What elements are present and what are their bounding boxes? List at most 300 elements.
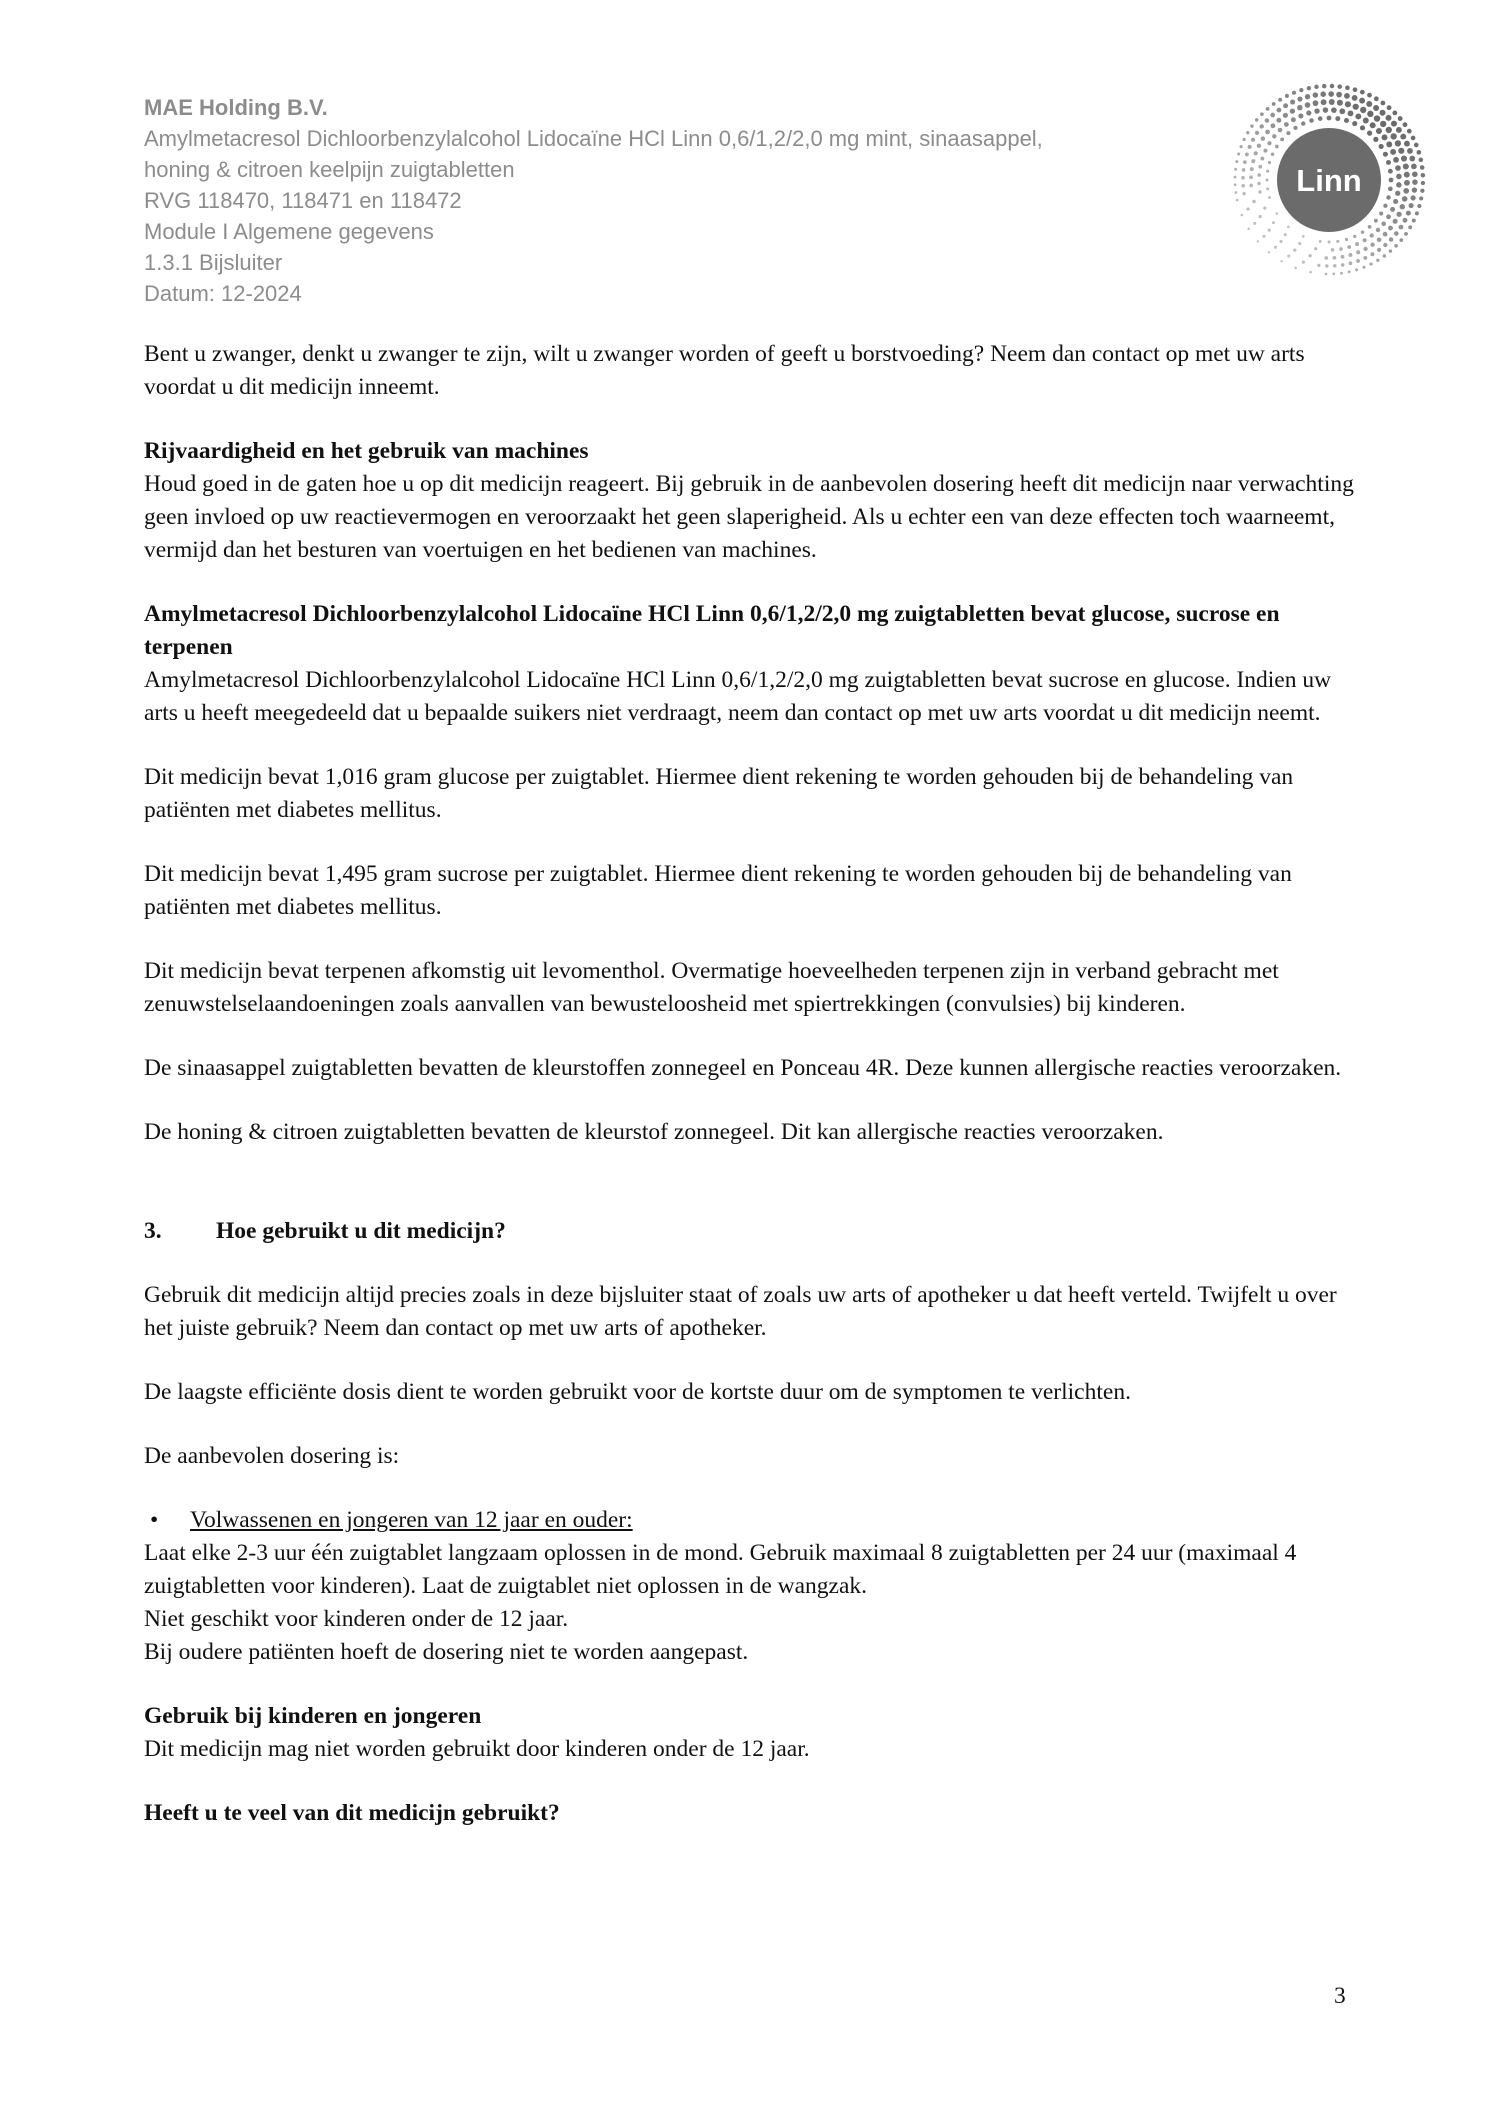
logo-text: Linn: [1296, 163, 1362, 198]
logo-dot: [1313, 100, 1319, 106]
logo-dot: [1251, 159, 1255, 163]
logo-dot: [1412, 219, 1416, 223]
logo-dot: [1383, 254, 1386, 257]
logo-dot: [1399, 225, 1404, 230]
logo-dot: [1369, 262, 1372, 265]
logo-dot: [1373, 137, 1378, 142]
logo-dot: [1268, 229, 1271, 232]
section-number: 3.: [144, 1218, 162, 1244]
logo-dot: [1241, 176, 1245, 180]
logo-dot: [1307, 86, 1311, 90]
logo-dot: [1263, 149, 1267, 153]
logo-dot: [1313, 92, 1318, 97]
logo-dot: [1328, 241, 1331, 244]
logo-dot: [1376, 128, 1382, 134]
logo-dot: [1396, 182, 1401, 187]
logo-dot: [1302, 261, 1305, 264]
logo-dot: [1383, 232, 1388, 237]
logo-dot: [1322, 84, 1326, 88]
logo-dot: [1268, 251, 1270, 253]
usage-intro-paragraph: Gebruik dit medicijn altijd precies zoals in deze bijsluiter staat of zoals uw arts of apotheker u dat heeft verteld. Twijfelt u over het juiste gebruik? Neem dan contact op met uw arts of apotheker.: [144, 1282, 1337, 1341]
logo-dot: [1337, 84, 1342, 89]
logo-dot: [1415, 211, 1419, 215]
logo-dot: [1317, 264, 1320, 267]
logo-dot: [1270, 123, 1275, 128]
document-date: Datum: 12-2024: [144, 281, 302, 306]
logo-dot: [1414, 143, 1419, 148]
logo-dot: [1268, 161, 1271, 164]
logo-dot: [1320, 91, 1326, 97]
logo-dot: [1386, 141, 1392, 147]
logo-dot: [1381, 221, 1386, 226]
adult-dosing-block: [144, 1504, 1354, 1669]
logo-dot: [1404, 180, 1410, 186]
logo-dot: [1353, 235, 1356, 238]
logo-dot: [1287, 226, 1290, 229]
section-3-heading: [144, 1215, 1354, 1248]
overdose-heading: Heeft u te veel van dit medicijn gebruikt?: [144, 1800, 560, 1826]
logo-dot: [1403, 163, 1409, 169]
logo-dot: [1280, 137, 1284, 141]
logo-dot: [1306, 110, 1311, 115]
logo-dot: [1393, 157, 1399, 163]
logo-dot: [1398, 148, 1404, 154]
logo-dot: [1390, 207, 1395, 212]
logo-dot: [1257, 182, 1260, 185]
logo-dot: [1356, 250, 1360, 254]
logo-dot: [1254, 151, 1258, 155]
logo-dot: [1272, 102, 1276, 106]
logo-dot: [1309, 118, 1314, 123]
logo-dot: [1294, 267, 1297, 270]
logo-dot: [1355, 113, 1361, 119]
logo-dot: [1391, 133, 1397, 139]
logo-dot: [1420, 165, 1425, 170]
logo-dot: [1250, 124, 1253, 127]
logo-dot: [1236, 199, 1239, 202]
logo-dot: [1388, 226, 1393, 231]
logo-dot: [1383, 204, 1387, 208]
logo-dot: [1266, 170, 1269, 173]
logo-dot: [1249, 175, 1253, 179]
dosing-label: De aanbevolen dosering is:: [144, 1443, 400, 1469]
logo-dot: [1407, 129, 1412, 134]
logo-dot: [1386, 115, 1392, 121]
logo-dot: [1391, 121, 1397, 127]
logo-dot: [1347, 245, 1351, 249]
logo-dot: [1374, 96, 1379, 101]
logo-dot: [1272, 221, 1275, 224]
logo-dot: [1249, 184, 1253, 188]
logo-dot: [1348, 270, 1351, 273]
logo-dot: [1406, 211, 1411, 216]
logo-dot: [1394, 244, 1398, 248]
logo-dot: [1242, 168, 1246, 172]
logo-dot: [1235, 160, 1238, 163]
logo-dot: [1412, 187, 1417, 192]
logo-dot: [1340, 272, 1343, 275]
logo-dot: [1314, 108, 1319, 113]
logo-dot: [1257, 240, 1259, 242]
logo-dot: [1410, 195, 1415, 200]
logo-dot: [1388, 187, 1393, 192]
logo-dot: [1360, 107, 1366, 113]
logo-dot: [1333, 264, 1336, 267]
logo-dot: [1327, 116, 1332, 121]
logo-dot: [1401, 155, 1407, 161]
logo-dot: [1360, 125, 1365, 130]
logo-dot: [1277, 108, 1282, 113]
logo-dot: [1258, 190, 1261, 193]
logo-dot: [1376, 259, 1379, 262]
logo-dot: [1240, 145, 1243, 148]
pregnancy-paragraph: Bent u zwanger, denkt u zwanger te zijn, wilt u zwanger worden of geeft u borstvoeding? Neem dan contact op met uw arts voordat u dit medicijn inneemt.: [144, 341, 1305, 400]
logo-dot: [1412, 179, 1418, 185]
leaflet-content: [144, 338, 1354, 1830]
logo-dot: [1255, 131, 1259, 135]
logo-dot: [1395, 191, 1400, 196]
logo-dot: [1275, 145, 1279, 149]
logo-dot: [1380, 110, 1386, 116]
logo-dot: [1293, 248, 1296, 251]
logo-dot: [1321, 99, 1327, 105]
logo-dot: [1250, 167, 1254, 171]
logo-dot: [1400, 134, 1406, 140]
logo-dot: [1258, 165, 1262, 169]
logo-dot: [1363, 256, 1367, 260]
logo-dot: [1392, 111, 1397, 116]
logo-dot: [1382, 134, 1388, 140]
driving-paragraph: Houd goed in de gaten hoe u op dit medicijn reageert. Bij gebruik in de aanbevolen dosering heeft dit medicijn naar verwachting geen invloed op uw reactievermogen en veroorzaakt het geen slaperigheid. Als u echter een van deze effecten toch waarneemt, vermijd dan het besturen van voertuigen en het bedienen van machines.: [144, 471, 1354, 563]
lowest-dose-paragraph: De laagste efficiënte dosis dient te worden gebruikt voor de kortste duur om de symptomen te verlichten.: [144, 1379, 1131, 1405]
logo-dot: [1260, 112, 1264, 116]
logo-dot: [1352, 95, 1358, 101]
logo-dot: [1379, 144, 1384, 149]
logo-dot: [1373, 105, 1379, 111]
logo-dot: [1283, 103, 1288, 108]
logo-dot: [1248, 145, 1252, 149]
logo-dot: [1297, 96, 1302, 101]
logo-dot: [1419, 158, 1424, 163]
logo-dot: [1370, 122, 1376, 128]
logo-dot: [1344, 93, 1350, 99]
logo-dot: [1345, 101, 1351, 107]
logo-dot: [1257, 173, 1261, 177]
logo-dot: [1402, 196, 1408, 202]
logo-dot: [1286, 131, 1290, 135]
product-name-line1: Amylmetacresol Dichloorbenzylalcohol Lidocaïne HCl Linn 0,6/1,2/2,0 mg mint, sinaasappel,: [144, 126, 1043, 151]
logo-dot: [1411, 163, 1417, 169]
logo-dot: [1353, 87, 1358, 92]
logo-dot: [1336, 240, 1339, 243]
logo-dot: [1329, 99, 1335, 105]
logo-dot: [1265, 130, 1270, 135]
logo-dot: [1359, 98, 1365, 104]
logo-dot: [1411, 136, 1416, 141]
logo-dot: [1403, 218, 1408, 223]
logo-dot: [1245, 152, 1249, 156]
logo-dot: [1262, 235, 1265, 238]
logo-dot: [1279, 240, 1282, 243]
logo-dot: [1367, 93, 1372, 98]
logo-dot: [1345, 238, 1348, 241]
logo-dot: [1276, 118, 1281, 123]
logo-dot: [1297, 105, 1303, 111]
logo-dot: [1257, 144, 1261, 148]
logo-dot: [1331, 248, 1334, 251]
logo-dot: [1409, 156, 1415, 162]
logo-dot: [1267, 141, 1271, 145]
contents-paragraph: Amylmetacresol Dichloorbenzylalcohol Lidocaïne HCl Linn 0,6/1,2/2,0 mg zuigtabletten bevat sucrose en glucose. Indien uw arts u heeft meegedeeld dat u bepaalde suikers niet verdraagt, neem dan contact op met uw arts voordat u dit medicijn neemt.: [144, 667, 1332, 726]
logo-dot: [1377, 248, 1381, 252]
logo-dot: [1409, 203, 1414, 208]
logo-dot: [1339, 108, 1345, 114]
logo-dot: [1396, 127, 1402, 133]
logo-dot: [1355, 242, 1359, 246]
logo-dot: [1395, 140, 1401, 146]
logo-dot: [1393, 219, 1398, 224]
logo-dot: [1308, 254, 1311, 257]
logo-dot: [1404, 141, 1410, 147]
adults-dosing-text: Laat elke 2-3 uur één zuigtablet langzaam oplossen in de mond. Gebruik maximaal 8 zuigtabletten per 24 uur (maximaal 4 zuigtabletten voor kinderen). Laat de zuigtablet niet oplossen in de wangzak.: [144, 1540, 1297, 1599]
logo-dot: [1393, 199, 1398, 204]
adults-label: Volwassenen en jongeren van 12 jaar en ouder:: [190, 1507, 633, 1533]
logo-dot: [1247, 228, 1249, 230]
contents-heading: Amylmetacresol Dichloorbenzylalcohol Lidocaïne HCl Linn 0,6/1,2/2,0 mg zuigtabletten bevat glucose, sucrose en terpenen: [144, 601, 1280, 660]
logo-dot: [1379, 211, 1383, 215]
logo-dot: [1309, 271, 1312, 274]
logo-dot: [1360, 90, 1365, 95]
logo-dot: [1348, 253, 1352, 257]
logo-dot: [1408, 225, 1412, 229]
logo-dot: [1252, 200, 1255, 203]
logo-dot: [1386, 195, 1390, 199]
logo-dot: [1333, 256, 1337, 260]
section-title: Hoe gebruikt u dit medicijn?: [216, 1218, 506, 1244]
logo-dot: [1370, 252, 1374, 256]
logo-dot: [1237, 152, 1240, 155]
logo-dot: [1398, 116, 1403, 121]
logo-dot: [1290, 100, 1295, 105]
page-number: 3: [1334, 1983, 1346, 2009]
section-label: 1.3.1 Bijsluiter: [144, 250, 283, 275]
logo-dot: [1291, 117, 1296, 122]
logo-dot: [1280, 260, 1282, 262]
logo-dot: [1323, 107, 1329, 113]
children-heading: Gebruik bij kinderen en jongeren: [144, 1703, 482, 1729]
logo-dot: [1234, 168, 1237, 171]
logo-dot: [1314, 85, 1318, 89]
logo-dot: [1380, 121, 1386, 127]
logo-dot: [1265, 118, 1270, 123]
logo-dot: [1324, 256, 1328, 260]
logo-dot: [1263, 207, 1266, 210]
logo-dot: [1278, 128, 1283, 133]
logo-dot: [1377, 237, 1382, 242]
logo-dot: [1284, 122, 1289, 127]
logo-dot: [1314, 247, 1317, 250]
logo-dot: [1363, 238, 1367, 242]
logo-dot: [1266, 107, 1270, 111]
logo-dot: [1356, 259, 1360, 263]
logo-dot: [1421, 173, 1425, 177]
logo-dot: [1318, 116, 1323, 121]
elderly-text: Bij oudere patiënten hoeft de dosering niet te worden aangepast.: [144, 1639, 749, 1665]
logo-dot: [1298, 242, 1301, 245]
document-header: [144, 92, 1204, 309]
logo-dot: [1325, 273, 1328, 276]
logo-dot: [1298, 113, 1303, 118]
children-paragraph: Dit medicijn mag niet worden gebruikt door kinderen onder de 12 jaar.: [144, 1736, 810, 1762]
logo-dot: [1383, 243, 1387, 247]
logo-dot: [1383, 152, 1388, 157]
logo-dot: [1341, 255, 1345, 259]
logo-dot: [1403, 188, 1409, 194]
logo-dot: [1404, 232, 1408, 236]
logo-dot: [1389, 178, 1394, 183]
logo-dot: [1400, 204, 1405, 209]
logo-dot: [1348, 110, 1354, 116]
logo-dot: [1240, 214, 1243, 217]
logo-dot: [1278, 98, 1282, 102]
logo-dot: [1325, 264, 1328, 267]
logo-dot: [1290, 108, 1295, 113]
not-suitable-text: Niet geschikt voor kinderen onder de 12 jaar.: [144, 1606, 569, 1632]
logo-dot: [1301, 121, 1305, 125]
logo-dot: [1337, 100, 1343, 106]
logo-dot: [1335, 116, 1340, 121]
company-name: MAE Holding B.V.: [144, 95, 328, 120]
logo-dot: [1332, 272, 1335, 275]
logo-dot: [1370, 242, 1374, 246]
linn-logo: [1227, 78, 1431, 282]
logo-dot: [1417, 150, 1422, 155]
logo-dot: [1270, 113, 1275, 118]
logo-dot: [1274, 246, 1277, 249]
logo-dot: [1276, 212, 1279, 215]
logo-dot: [1242, 192, 1245, 195]
logo-dot: [1283, 113, 1288, 118]
logo-dot: [1261, 136, 1266, 141]
honey-colorant-paragraph: De honing & citroen zuigtabletten bevatten de kleurstof zonnegeel. Dit kan allergische reacties veroorzaken.: [144, 1119, 1164, 1145]
logo-dot: [1331, 107, 1337, 113]
logo-dot: [1349, 261, 1353, 265]
logo-dot: [1243, 160, 1247, 164]
logo-dot: [1299, 88, 1303, 92]
logo-dot: [1419, 196, 1423, 200]
logo-dot: [1330, 84, 1335, 89]
logo-dot: [1293, 126, 1297, 130]
logo-dot: [1241, 184, 1244, 187]
logo-dot: [1407, 148, 1413, 154]
logo-dot: [1387, 105, 1392, 110]
logo-dot: [1421, 181, 1425, 185]
terpenes-paragraph: Dit medicijn bevat terpenen afkomstig uit levomenthol. Overmatige hoeveelheden terpenen zijn in verband gebracht met zenuwstelselaandoeningen zoals aanvallen van bewusteloosheid met spiertrekkingen (convulsies) bij kinderen.: [144, 958, 1279, 1017]
logo-dot: [1339, 247, 1343, 251]
logo-dot: [1403, 122, 1408, 127]
logo-dot: [1272, 134, 1276, 138]
logo-dot: [1336, 92, 1342, 98]
sucrose-paragraph: Dit medicijn bevat 1,495 gram sucrose per zuigtablet. Hiermee dient rekening te worden gehouden bij de behandeling van patiënten met diabetes mellitus.: [144, 861, 1292, 920]
logo-dot: [1374, 115, 1380, 121]
logo-dot: [1388, 169, 1393, 174]
logo-dot: [1234, 183, 1237, 186]
logo-dot: [1367, 111, 1373, 117]
glucose-paragraph: Dit medicijn bevat 1,016 gram glucose per zuigtablet. Hiermee dient rekening te worden gehouden bij de behandeling van patiënten met diabetes mellitus.: [144, 764, 1294, 823]
logo-dot: [1319, 240, 1322, 243]
logo-dot: [1234, 176, 1237, 179]
logo-dot: [1255, 118, 1259, 122]
module-label: Module I Algemene gegevens: [144, 219, 434, 244]
logo-dot: [1368, 225, 1372, 229]
logo-dot: [1253, 222, 1256, 225]
orange-colorants-paragraph: De sinaasappel zuigtabletten bevatten de kleurstoffen zonnegeel en Ponceau 4R. Deze kunnen allergische reacties veroorzaken.: [144, 1055, 1342, 1081]
logo-dot: [1353, 104, 1359, 110]
logo-dot: [1234, 191, 1237, 194]
logo-dot: [1381, 101, 1386, 106]
logo-dot: [1305, 102, 1311, 108]
driving-heading: Rijvaardigheid en het gebruik van machines: [144, 438, 589, 464]
logo-dot: [1287, 254, 1290, 257]
logo-dot: [1268, 196, 1271, 199]
logo-dot: [1246, 207, 1249, 210]
logo-dot: [1386, 127, 1392, 133]
logo-dot: [1355, 268, 1358, 271]
logo-dot: [1292, 91, 1296, 95]
logo-dot: [1266, 187, 1269, 190]
logo-dot: [1284, 233, 1287, 236]
logo-dot: [1265, 178, 1268, 181]
logo-dot: [1363, 247, 1367, 251]
logo-dot: [1370, 233, 1374, 237]
logo-dot: [1362, 266, 1365, 269]
logo-dot: [1352, 121, 1357, 126]
logo-dot: [1395, 165, 1401, 171]
product-name-line2: honing & citroen keelpijn zuigtabletten: [144, 157, 515, 182]
logo-dot: [1412, 171, 1418, 177]
logo-dot: [1399, 238, 1403, 242]
bullet-icon: •: [150, 1507, 159, 1533]
logo-dot: [1285, 94, 1289, 98]
logo-dot: [1243, 138, 1246, 141]
logo-dot: [1389, 237, 1393, 241]
logo-dot: [1271, 152, 1275, 156]
logo-dot: [1328, 91, 1334, 97]
logo-dot: [1251, 138, 1255, 142]
logo-dot: [1341, 263, 1345, 267]
logo-dot: [1389, 249, 1392, 252]
logo-dot: [1361, 230, 1365, 234]
logo-dot: [1390, 149, 1396, 155]
logo-dot: [1363, 117, 1369, 123]
logo-dot: [1367, 131, 1372, 136]
logo-dot: [1305, 94, 1310, 99]
logo-dot: [1396, 174, 1402, 180]
logo-dot: [1376, 228, 1380, 232]
logo-dot: [1404, 172, 1410, 178]
logo-dot: [1344, 118, 1349, 123]
logo-dot: [1302, 235, 1305, 238]
logo-dot: [1366, 101, 1372, 107]
logo-dot: [1417, 204, 1421, 208]
logo-dot: [1345, 86, 1350, 91]
logo-dot: [1386, 214, 1391, 219]
logo-dot: [1374, 219, 1378, 223]
list-item: [144, 1504, 1354, 1537]
logo-dot: [1396, 212, 1401, 217]
logo-dot: [1258, 215, 1261, 218]
logo-dot: [1260, 157, 1264, 161]
